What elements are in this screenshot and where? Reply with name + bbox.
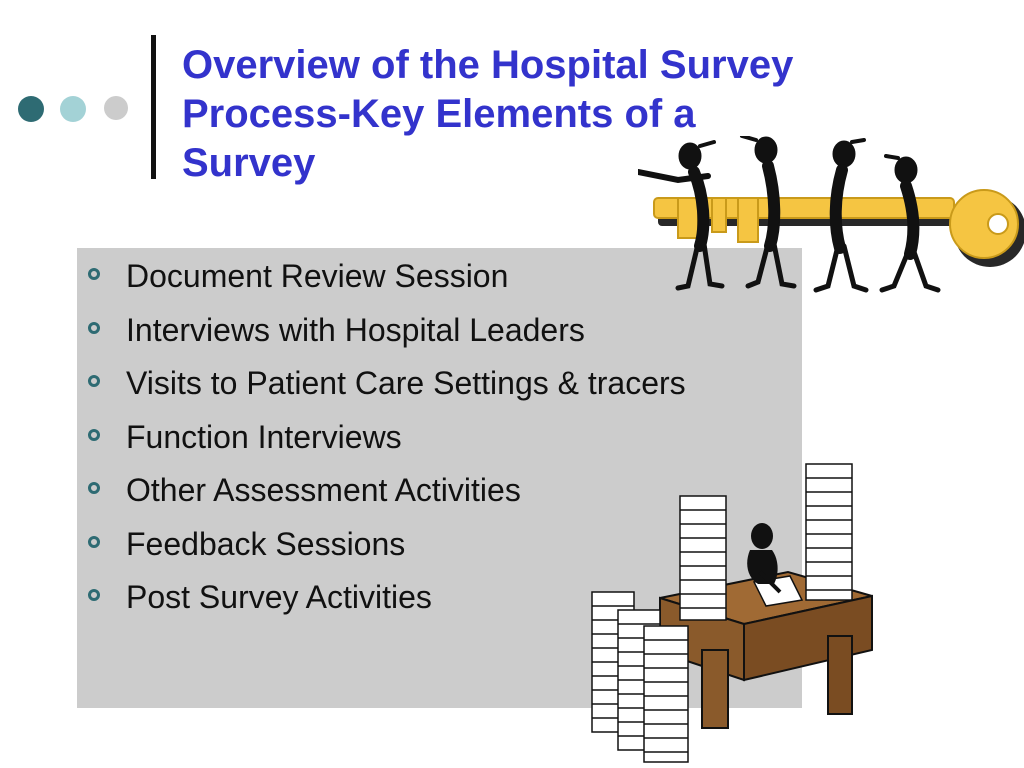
bullet-text: Visits to Patient Care Settings & tracers <box>126 365 686 401</box>
bullet-marker-icon <box>88 589 100 601</box>
title-line: Survey <box>182 141 316 185</box>
bullet-text: Function Interviews <box>126 418 402 455</box>
decorative-dot-light <box>104 96 128 120</box>
bullet-text: Post Survey Activities <box>126 579 432 615</box>
bullet-item <box>85 361 686 415</box>
bullet-text: Feedback Sessions <box>126 525 406 562</box>
bullet-marker-icon <box>88 429 100 441</box>
decorative-dot-dark <box>18 96 44 122</box>
bullet-text: Document Review Session <box>126 258 509 294</box>
title-line: Overview of the Hospital Survey <box>182 43 794 87</box>
title-line: Process-Key Elements of a <box>182 92 696 136</box>
bullet-text: Other Assessment Activities <box>126 472 521 508</box>
slide-title <box>182 41 942 188</box>
bullet-text: Interviews with Hospital Leaders <box>126 311 585 348</box>
bullet-marker-icon <box>88 482 100 494</box>
bullet-marker-icon <box>88 268 100 280</box>
bullet-marker-icon <box>88 322 100 334</box>
paperwork-desk-illustration <box>584 460 880 766</box>
bullet-marker-icon <box>88 536 100 548</box>
bullet-marker-icon <box>88 375 100 387</box>
bullet-item <box>85 308 686 362</box>
bullet-item <box>85 254 686 308</box>
decorative-dot-mid <box>60 96 86 122</box>
title-divider <box>151 35 156 179</box>
